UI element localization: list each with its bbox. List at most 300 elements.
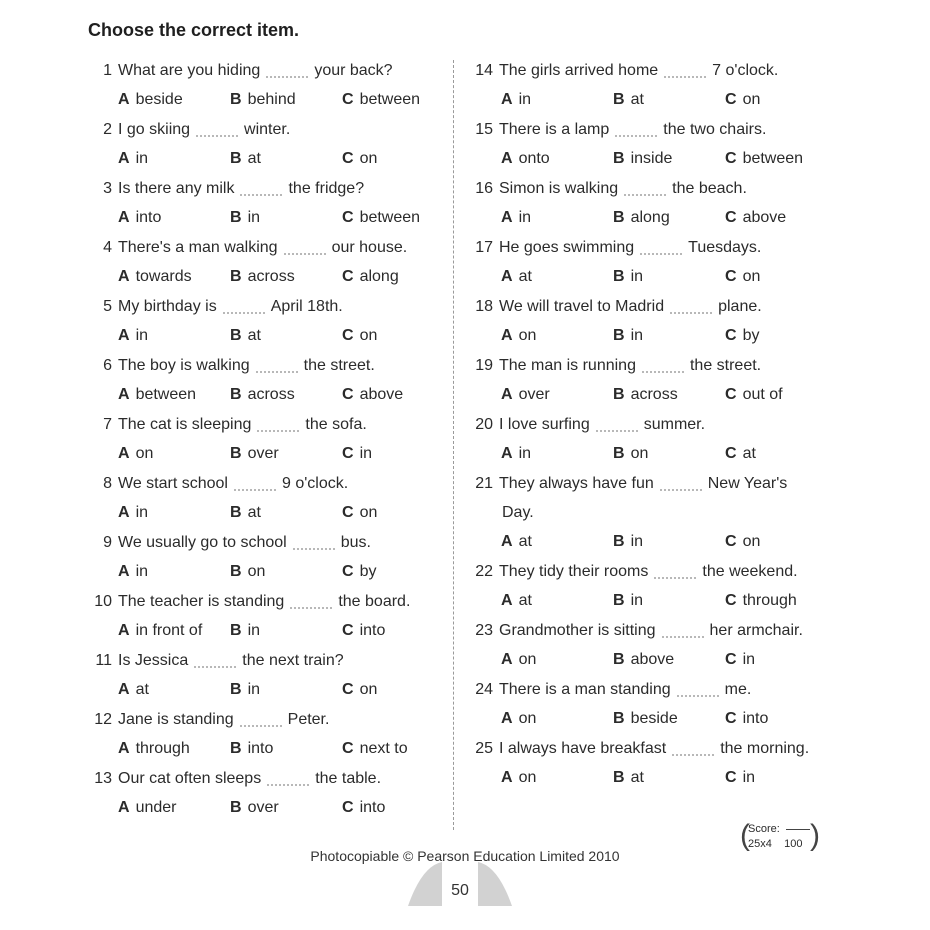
answer-options xyxy=(88,793,438,823)
answer-options xyxy=(466,527,836,557)
answer-blank[interactable] xyxy=(664,64,706,78)
question-text-after: bus. xyxy=(340,533,371,551)
option-text: by xyxy=(359,563,377,580)
option-letter: B xyxy=(613,651,625,668)
question-text-after: Peter. xyxy=(287,710,330,728)
option-letter: A xyxy=(501,386,513,403)
answer-options xyxy=(466,586,836,616)
answer-blank[interactable] xyxy=(677,683,719,697)
answer-blank[interactable] xyxy=(615,123,657,137)
answer-option-c[interactable] xyxy=(725,592,837,610)
copyright-footer: Photocopiable © Pearson Education Limited 2010 xyxy=(310,848,620,864)
answer-option-c[interactable] xyxy=(342,268,454,286)
answer-blank[interactable] xyxy=(672,742,714,756)
option-text: on xyxy=(135,445,154,462)
question-number: 17 xyxy=(475,238,493,256)
question-text-before: The boy is walking xyxy=(118,356,250,374)
option-text: into xyxy=(359,799,386,816)
question-text-before: Is there any milk xyxy=(118,179,235,197)
question-stem xyxy=(466,469,836,498)
answer-blank[interactable] xyxy=(240,182,282,196)
score-fraction-line xyxy=(786,829,810,830)
answer-blank[interactable] xyxy=(654,565,696,579)
question-item xyxy=(466,115,836,174)
option-letter: C xyxy=(342,150,354,167)
question-item xyxy=(466,351,836,410)
answer-option-c[interactable] xyxy=(725,150,837,168)
option-text: in xyxy=(518,209,532,226)
option-text: on xyxy=(359,681,378,698)
option-text: in xyxy=(630,268,644,285)
question-text-after: the street. xyxy=(303,356,375,374)
option-letter: A xyxy=(118,209,130,226)
question-text-after: her armchair. xyxy=(709,621,803,639)
answer-option-b[interactable] xyxy=(230,445,342,463)
answer-options xyxy=(466,262,836,292)
question-stem xyxy=(466,174,836,203)
answer-blank[interactable] xyxy=(267,772,309,786)
question-item xyxy=(88,764,438,823)
answer-option-a[interactable] xyxy=(118,386,230,404)
question-item xyxy=(88,410,438,469)
option-text: towards xyxy=(135,268,192,285)
answer-blank[interactable] xyxy=(266,64,308,78)
answer-option-c[interactable] xyxy=(342,91,454,109)
answer-option-b[interactable] xyxy=(230,622,342,640)
answer-option-a[interactable] xyxy=(118,91,230,109)
answer-option-b[interactable] xyxy=(230,799,342,817)
right-question-column xyxy=(466,56,836,793)
option-text: above xyxy=(742,209,787,226)
answer-option-a[interactable] xyxy=(501,710,613,728)
question-text-after: the beach. xyxy=(672,179,747,197)
answer-blank[interactable] xyxy=(642,359,684,373)
answer-option-b[interactable] xyxy=(613,150,725,168)
option-text: in xyxy=(135,150,149,167)
option-letter: A xyxy=(118,327,130,344)
question-continuation: Day. xyxy=(502,503,534,521)
option-text: in xyxy=(742,769,756,786)
option-text: at xyxy=(630,769,644,786)
question-text-before: We start school xyxy=(118,474,228,492)
answer-option-c[interactable] xyxy=(342,445,454,463)
answer-options xyxy=(88,557,438,587)
question-stem xyxy=(466,675,836,704)
answer-option-c[interactable] xyxy=(342,504,454,522)
answer-option-a[interactable] xyxy=(118,563,230,581)
option-text: at xyxy=(247,504,261,521)
question-item xyxy=(466,469,836,557)
option-text: above xyxy=(359,386,404,403)
option-letter: C xyxy=(725,91,737,108)
question-text-after: 9 o'clock. xyxy=(281,474,349,492)
option-text: in xyxy=(630,592,644,609)
option-text: on xyxy=(742,91,761,108)
answer-option-b[interactable] xyxy=(230,504,342,522)
option-letter: C xyxy=(725,327,737,344)
answer-blank[interactable] xyxy=(640,241,682,255)
option-text: at xyxy=(518,533,532,550)
question-stem xyxy=(88,528,438,557)
option-letter: B xyxy=(230,681,242,698)
question-text-after: your back? xyxy=(314,61,393,79)
option-text: in xyxy=(742,651,756,668)
page-number: 50 xyxy=(451,882,469,899)
answer-options xyxy=(466,144,836,174)
question-text-after: me. xyxy=(724,680,752,698)
answer-option-c[interactable] xyxy=(342,386,454,404)
left-question-column xyxy=(88,56,438,823)
answer-options xyxy=(88,734,438,764)
answer-blank[interactable] xyxy=(257,418,299,432)
option-letter: B xyxy=(613,533,625,550)
answer-options xyxy=(88,380,438,410)
answer-option-c[interactable] xyxy=(342,209,454,227)
option-letter: A xyxy=(501,268,513,285)
option-letter: B xyxy=(230,504,242,521)
option-text: on xyxy=(518,769,537,786)
option-letter: B xyxy=(613,327,625,344)
question-number: 1 xyxy=(103,61,112,79)
option-letter: A xyxy=(118,740,130,757)
question-text-before: The teacher is standing xyxy=(118,592,285,610)
question-item xyxy=(88,292,438,351)
option-letter: C xyxy=(342,740,354,757)
question-text-before: They always have fun xyxy=(499,474,654,492)
question-item xyxy=(466,616,836,675)
answer-options xyxy=(466,321,836,351)
answer-options xyxy=(88,262,438,292)
question-text-after: the table. xyxy=(315,769,382,787)
answer-option-a[interactable] xyxy=(501,769,613,787)
option-text: into xyxy=(135,209,162,226)
question-text-before: I love surfing xyxy=(499,415,590,433)
option-text: between xyxy=(359,91,421,108)
answer-option-b[interactable] xyxy=(613,769,725,787)
answer-option-a[interactable] xyxy=(118,209,230,227)
question-text-before: There's a man walking xyxy=(118,238,278,256)
option-text: at xyxy=(518,268,532,285)
question-text-before: They tidy their rooms xyxy=(499,562,649,580)
option-letter: A xyxy=(118,445,130,462)
question-stem xyxy=(88,174,438,203)
answer-option-b[interactable] xyxy=(230,327,342,345)
question-number: 22 xyxy=(475,562,493,580)
question-stem xyxy=(466,56,836,85)
option-letter: C xyxy=(725,150,737,167)
question-number: 9 xyxy=(103,533,112,551)
answer-option-c[interactable] xyxy=(725,209,837,227)
option-letter: B xyxy=(613,91,625,108)
option-letter: A xyxy=(501,150,513,167)
answer-option-a[interactable] xyxy=(501,91,613,109)
answer-options xyxy=(88,203,438,233)
question-text-before: Our cat often sleeps xyxy=(118,769,262,787)
option-letter: A xyxy=(501,651,513,668)
option-letter: A xyxy=(118,563,130,580)
question-text-after: the weekend. xyxy=(702,562,798,580)
answer-option-c[interactable] xyxy=(725,386,837,404)
option-text: through xyxy=(135,740,190,757)
option-letter: A xyxy=(118,268,130,285)
answer-options xyxy=(88,321,438,351)
answer-option-a[interactable] xyxy=(118,681,230,699)
option-letter: C xyxy=(342,209,354,226)
answer-option-a[interactable] xyxy=(501,445,613,463)
option-letter: A xyxy=(118,504,130,521)
question-number: 16 xyxy=(475,179,493,197)
answer-option-b[interactable] xyxy=(230,91,342,109)
answer-option-b[interactable] xyxy=(230,150,342,168)
option-text: at xyxy=(247,150,261,167)
question-item xyxy=(88,56,438,115)
answer-blank[interactable] xyxy=(196,123,238,137)
answer-option-c[interactable] xyxy=(342,740,454,758)
question-stem xyxy=(466,734,836,763)
option-letter: B xyxy=(613,710,625,727)
question-text-before: He goes swimming xyxy=(499,238,635,256)
score-total: 100 xyxy=(784,838,803,850)
answer-option-b[interactable] xyxy=(613,386,725,404)
option-letter: A xyxy=(501,209,513,226)
answer-blank[interactable] xyxy=(290,595,332,609)
answer-option-a[interactable] xyxy=(501,209,613,227)
option-text: along xyxy=(359,268,399,285)
option-text: over xyxy=(518,386,550,403)
answer-option-a[interactable] xyxy=(118,327,230,345)
score-formula-text: 25x4 xyxy=(748,838,772,850)
question-number: 2 xyxy=(103,120,112,138)
option-text: onto xyxy=(518,150,550,167)
answer-option-a[interactable] xyxy=(118,622,230,640)
question-text-after: New Year's xyxy=(707,474,788,492)
answer-option-b[interactable] xyxy=(230,209,342,227)
answer-option-a[interactable] xyxy=(501,592,613,610)
question-text-after: Tuesdays. xyxy=(688,238,762,256)
answer-blank[interactable] xyxy=(194,654,236,668)
answer-option-b[interactable] xyxy=(613,268,725,286)
option-text: beside xyxy=(630,710,678,727)
question-item xyxy=(88,528,438,587)
option-letter: A xyxy=(118,799,130,816)
option-letter: A xyxy=(501,533,513,550)
answer-option-a[interactable] xyxy=(118,445,230,463)
question-number: 14 xyxy=(475,61,493,79)
question-item xyxy=(88,174,438,233)
option-letter: B xyxy=(230,91,242,108)
option-text: between xyxy=(135,386,197,403)
answer-blank[interactable] xyxy=(660,477,702,491)
answer-option-a[interactable] xyxy=(118,268,230,286)
question-text-before: I go skiing xyxy=(118,120,191,138)
question-number: 18 xyxy=(475,297,493,315)
question-number: 3 xyxy=(103,179,112,197)
option-text: over xyxy=(247,799,279,816)
question-item xyxy=(88,646,438,705)
question-number: 11 xyxy=(95,651,112,669)
question-stem xyxy=(88,587,438,616)
answer-blank[interactable] xyxy=(223,300,265,314)
option-text: across xyxy=(247,386,295,403)
answer-blank[interactable] xyxy=(234,477,276,491)
option-text: across xyxy=(630,386,678,403)
option-text: in xyxy=(135,504,149,521)
answer-option-a[interactable] xyxy=(501,386,613,404)
question-item xyxy=(466,174,836,233)
question-text-before: What are you hiding xyxy=(118,61,261,79)
question-stem xyxy=(88,233,438,262)
question-text-after: April 18th. xyxy=(270,297,343,315)
answer-option-c[interactable] xyxy=(342,799,454,817)
option-letter: B xyxy=(230,327,242,344)
option-letter: A xyxy=(501,327,513,344)
answer-blank[interactable] xyxy=(624,182,666,196)
question-item xyxy=(88,469,438,528)
option-text: in xyxy=(247,681,261,698)
option-letter: B xyxy=(230,268,242,285)
answer-option-b[interactable] xyxy=(613,91,725,109)
score-label: Score: xyxy=(748,823,780,835)
option-letter: B xyxy=(613,268,625,285)
answer-option-a[interactable] xyxy=(118,740,230,758)
question-number: 6 xyxy=(103,356,112,374)
answer-option-c[interactable] xyxy=(342,150,454,168)
question-stem xyxy=(88,410,438,439)
option-letter: A xyxy=(501,710,513,727)
option-text: beside xyxy=(135,91,183,108)
answer-options xyxy=(466,85,836,115)
question-stem xyxy=(88,56,438,85)
question-text-after: the two chairs. xyxy=(663,120,767,138)
answer-option-b[interactable] xyxy=(230,386,342,404)
answer-option-b[interactable] xyxy=(613,209,725,227)
option-letter: A xyxy=(118,622,130,639)
answer-blank[interactable] xyxy=(662,624,704,638)
question-stem xyxy=(88,351,438,380)
answer-option-b[interactable] xyxy=(230,268,342,286)
answer-option-a[interactable] xyxy=(501,651,613,669)
option-text: under xyxy=(135,799,177,816)
option-letter: C xyxy=(725,268,737,285)
option-text: into xyxy=(247,740,274,757)
option-letter: C xyxy=(725,710,737,727)
answer-option-b[interactable] xyxy=(230,563,342,581)
option-text: along xyxy=(630,209,670,226)
option-text: at xyxy=(630,91,644,108)
answer-options xyxy=(466,763,836,793)
answer-blank[interactable] xyxy=(293,536,335,550)
answer-option-b[interactable] xyxy=(613,592,725,610)
option-letter: C xyxy=(725,533,737,550)
question-number: 13 xyxy=(94,769,112,787)
answer-options xyxy=(88,616,438,646)
answer-blank[interactable] xyxy=(670,300,712,314)
question-number: 12 xyxy=(94,710,112,728)
option-text: on xyxy=(630,445,649,462)
option-letter: C xyxy=(342,681,354,698)
answer-option-a[interactable] xyxy=(501,327,613,345)
answer-option-b[interactable] xyxy=(613,327,725,345)
question-number: 20 xyxy=(475,415,493,433)
option-text: in xyxy=(247,622,261,639)
answer-option-b[interactable] xyxy=(230,681,342,699)
answer-option-a[interactable] xyxy=(501,533,613,551)
left-parenthesis: ( xyxy=(740,819,750,852)
answer-options xyxy=(88,498,438,528)
answer-options xyxy=(88,439,438,469)
answer-blank[interactable] xyxy=(256,359,298,373)
answer-option-b[interactable] xyxy=(613,710,725,728)
answer-blank[interactable] xyxy=(240,713,282,727)
question-item xyxy=(466,410,836,469)
answer-options xyxy=(466,439,836,469)
answer-option-c[interactable] xyxy=(725,533,837,551)
question-stem xyxy=(88,764,438,793)
option-letter: C xyxy=(342,386,354,403)
option-letter: B xyxy=(613,445,625,462)
answer-option-c[interactable] xyxy=(342,563,454,581)
option-letter: C xyxy=(725,592,737,609)
question-stem xyxy=(88,469,438,498)
answer-blank[interactable] xyxy=(596,418,638,432)
option-letter: C xyxy=(342,799,354,816)
option-letter: A xyxy=(501,91,513,108)
answer-option-a[interactable] xyxy=(501,150,613,168)
question-item xyxy=(88,705,438,764)
option-letter: A xyxy=(118,681,130,698)
answer-option-b[interactable] xyxy=(613,445,725,463)
answer-option-c[interactable] xyxy=(725,651,837,669)
answer-option-c[interactable] xyxy=(725,91,837,109)
answer-option-b[interactable] xyxy=(613,533,725,551)
option-letter: B xyxy=(230,622,242,639)
answer-option-c[interactable] xyxy=(725,268,837,286)
question-text-after: winter. xyxy=(244,120,291,138)
option-letter: A xyxy=(118,91,130,108)
question-number: 8 xyxy=(103,474,112,492)
option-text: on xyxy=(359,504,378,521)
answer-option-c[interactable] xyxy=(725,710,837,728)
answer-option-a[interactable] xyxy=(118,799,230,817)
answer-option-c[interactable] xyxy=(342,327,454,345)
option-letter: C xyxy=(342,445,354,462)
option-letter: A xyxy=(501,445,513,462)
option-text: on xyxy=(518,327,537,344)
option-letter: C xyxy=(342,268,354,285)
answer-option-c[interactable] xyxy=(725,445,837,463)
answer-option-b[interactable] xyxy=(230,740,342,758)
answer-option-a[interactable] xyxy=(118,504,230,522)
answer-option-a[interactable] xyxy=(501,268,613,286)
answer-option-a[interactable] xyxy=(118,150,230,168)
answer-option-c[interactable] xyxy=(342,622,454,640)
question-number: 24 xyxy=(475,680,493,698)
answer-option-c[interactable] xyxy=(725,769,837,787)
question-text-after: the next train? xyxy=(242,651,344,669)
question-text-before: The girls arrived home xyxy=(499,61,659,79)
option-letter: A xyxy=(118,386,130,403)
answer-option-b[interactable] xyxy=(613,651,725,669)
answer-option-c[interactable] xyxy=(725,327,837,345)
question-text-after: the board. xyxy=(338,592,411,610)
question-text-before: We will travel to Madrid xyxy=(499,297,665,315)
question-number: 23 xyxy=(475,621,493,639)
answer-blank[interactable] xyxy=(284,241,326,255)
question-number: 7 xyxy=(103,415,112,433)
answer-option-c[interactable] xyxy=(342,681,454,699)
option-text: between xyxy=(742,150,804,167)
option-text: across xyxy=(247,268,295,285)
